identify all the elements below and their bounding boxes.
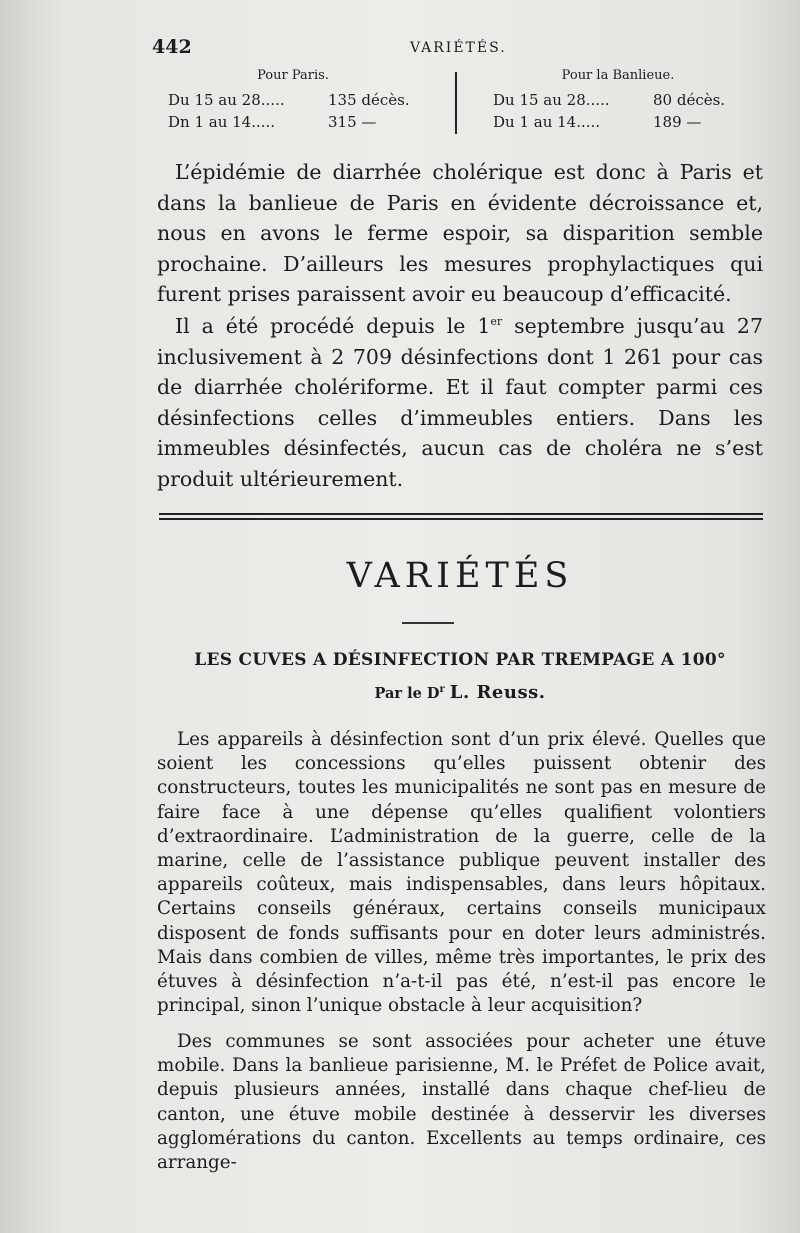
paragraph-epidemic-decline: L’épidémie de diarrhée cholérique est donc à Paris et dans la banlieue de Paris en évidente décroissance et, nous en avons le ferme espoir, sa disparition semble prochaine. D’ailleurs les mesures prophylactiques qui furent prises paraissent avoir eu beaucoup d’efficacité. [157,160,763,306]
stats-count: 135 décès. [328,91,410,109]
page-number: 442 [152,36,192,58]
section-title: VARIÉTÉS [346,556,574,596]
stats-period: Du 1 au 14..... [493,113,601,131]
stats-count: 315 — [328,113,377,131]
stats-banlieue [493,68,773,133]
byline-superscript: r [439,684,445,696]
stats-period: Dn 1 au 14..... [168,113,276,131]
stats-paris [168,68,448,133]
article-byline [157,682,763,703]
deaths-statistics [168,68,768,148]
author-name: L. Reuss. [449,682,546,703]
running-title: VARIÉTÉS. [410,40,507,56]
stats-row [493,89,773,111]
stats-row [493,111,773,133]
article-paragraph-2: Des communes se sont associées pour acheter une étuve mobile. Dans la banlieue parisienne, M. le Préfet de Police avait, depuis plusieurs années, installé dans chaque chef-lieu de canton, une étuve mobile destinée à desservir les diverses agglomérations du canton. Excellents au temps ordinaire, ces arrange- [157,1031,766,1174]
article-title: LES CUVES A DÉSINFECTION PAR TREMPAGE A 100° [194,650,726,670]
stats-divider [455,72,457,134]
page-header [152,36,772,66]
stats-row [168,111,448,133]
superscript-er: er [490,315,503,329]
paragraph-text: septembre jusqu’au 27 inclusivement à 2 709 désinfections dont 1 261 pour cas de diarrhée cholériforme. Et il faut compter parmi ces désinfections celles d’immeubles entiers. Dans les immeubles désinfectés, aucun cas de choléra ne s’est produit ultérieurement. [157,314,764,491]
stats-count: 80 décès. [653,91,726,109]
stats-period: Du 15 au 28..... [493,91,610,109]
section-separator [159,513,763,520]
title-underline [402,622,454,624]
stats-count: 189 — [653,113,702,131]
byline-prefix: Par le D [374,685,440,702]
stats-period: Du 15 au 28..... [168,91,285,109]
article-paragraph-1: Les appareils à désinfection sont d’un prix élevé. Quelles que soient les concessions qu’elles puissent obtenir des constructeurs, toutes les municipalités ne sont pas en mesure de faire face à une dépense qu’elles qualifient volontiers d’extraordinaire. L’administration de la guerre, celle de la marine, celle de l’assistance publique peuvent installer des appareils coûteux, mais indispensables, dans leurs hôpitaux. Certains conseils généraux, certains conseils municipaux disposent de fonds suffisants pour en doter leurs administrés. Mais dans combien de villes, même très importantes, le prix des étuves à désinfection n’a-t-il pas été, n’est-il pas encore le principal, sinon l’unique obstacle à leur acquisition? [157,729,766,1017]
paragraph-text: Il a été procédé depuis le 1 [175,314,491,338]
stats-banlieue-title: Pour la Banlieue. [561,68,675,83]
stats-row [168,89,448,111]
stats-paris-title: Pour Paris. [257,68,329,83]
paragraph-disinfections [157,311,763,494]
